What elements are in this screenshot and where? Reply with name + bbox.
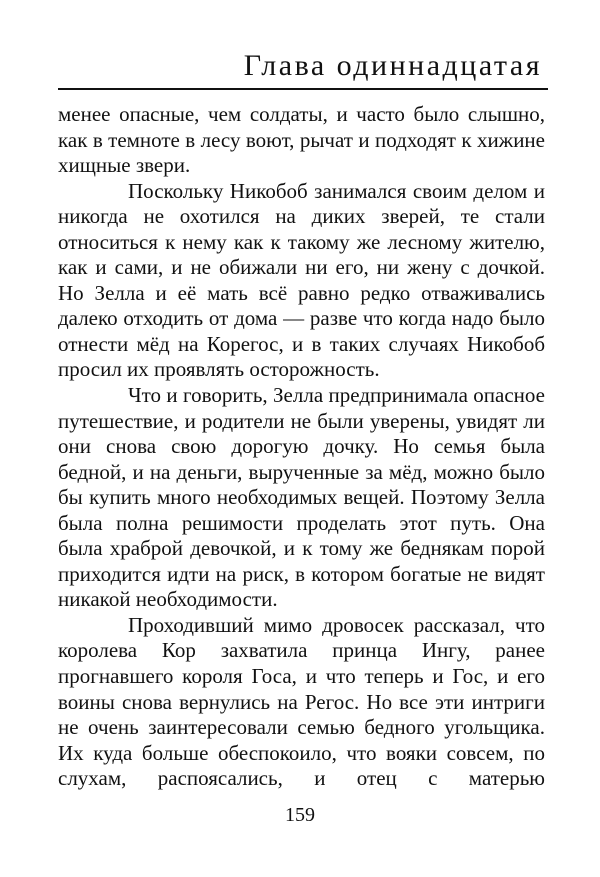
chapter-title: Глава одиннадцатая bbox=[243, 49, 542, 82]
paragraph-4: Проходивший мимо дровосек рассказал, что королева Кор захватила принца Ингу, ранее прогнавшего короля Госа, и что теперь и Гос, и его воины снова вернулись на Регос. Но все эти интриги не очень заинтересовали семью бедного угольщика. Их куда больше обеспокоило, что вояки совсем, по слухам, распоясались, и отец с матерью bbox=[58, 612, 545, 791]
body-text bbox=[58, 102, 545, 792]
page-number: 159 bbox=[285, 804, 315, 826]
paragraph-3: Что и говорить, Зелла предпринимала опасное путешествие, и родители не были уверены, увидят ли они снова свою дорогую дочку. Но семья была бедной, и на деньги, вырученные за мёд, можно было бы купить много необходимых вещей. Поэтому Зелла была полна решимости проделать этот путь. Она была храброй девочкой, и к тому же беднякам порой приходится идти на риск, в котором богатые не видят никакой необходимости. bbox=[58, 383, 545, 612]
paragraph-1: менее опасные, чем солдаты, и часто было слышно, как в темноте в лесу воют, рычат и подходят к хижине хищные звери. bbox=[58, 102, 545, 178]
header-rule bbox=[58, 88, 548, 90]
paragraph-2: Поскольку Никобоб занимался своим делом и никогда не охотился на диких зверей, те стали относиться к нему как к такому же лесному жителю, как и сами, и не обижали ни его, ни жену с дочкой. Но Зелла и её мать всё равно редко отваживались далеко отходить от дома — разве что когда надо было отнести мёд на Корегос, и в таких случаях Никобоб просил их проявлять осторожность. bbox=[58, 178, 545, 382]
